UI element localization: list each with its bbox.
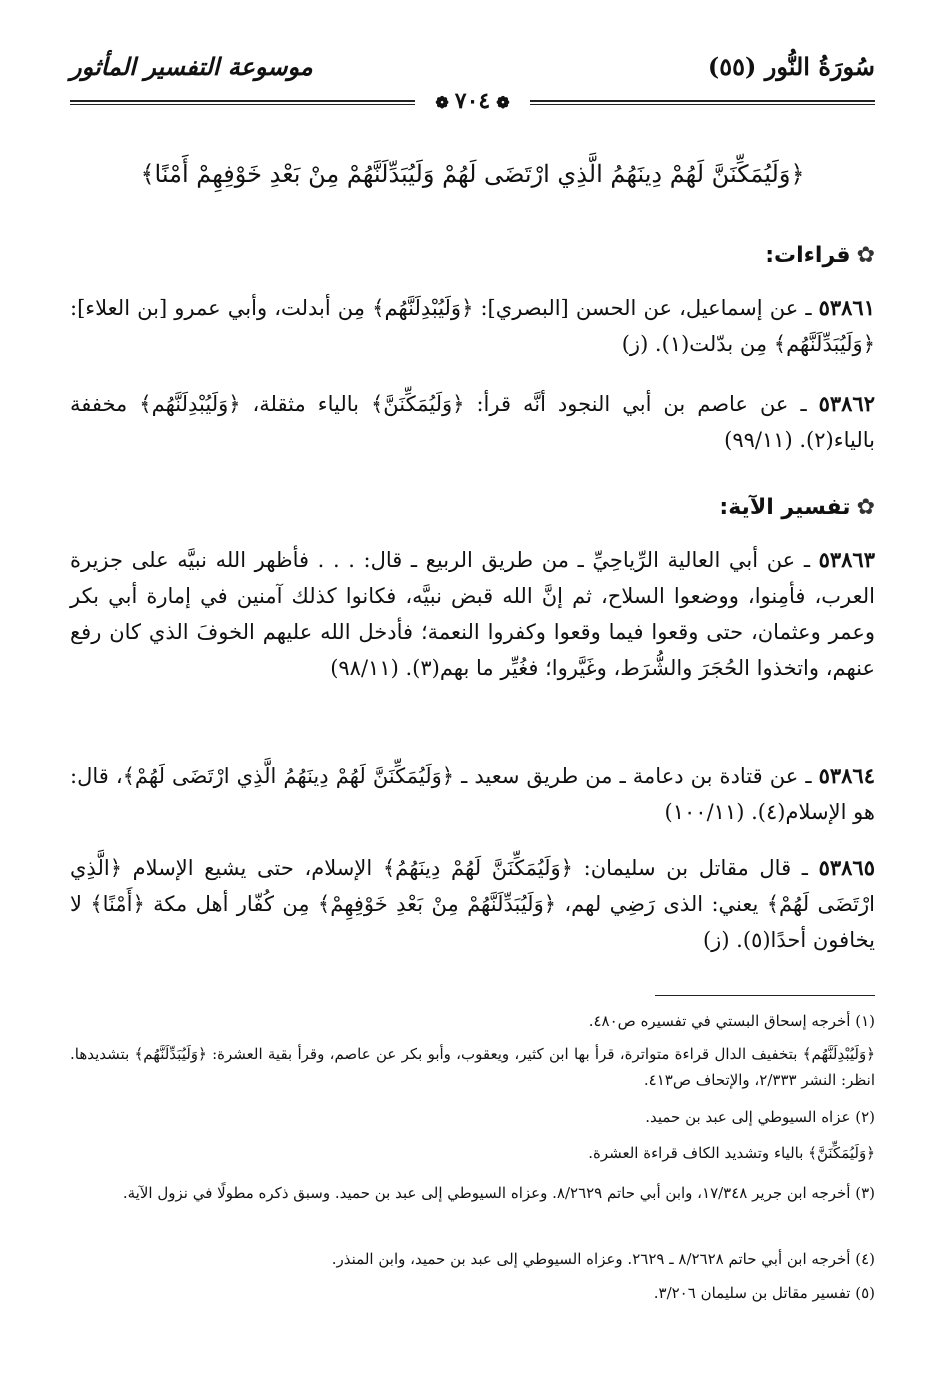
ornament-icon: ❁: [496, 93, 510, 112]
footnote-separator: [655, 995, 875, 996]
footnote-2: (٢) عزاه السيوطي إلى عبد بن حميد.: [645, 1108, 875, 1126]
running-header: [70, 52, 875, 88]
footnote-5: (٥) تفسير مقاتل بن سليمان ٣/٢٠٦.: [653, 1284, 875, 1302]
rule-left: [70, 100, 415, 105]
entry-text: ـ عن إسماعيل، عن الحسن [البصري]: ﴿وَلَيُبْدِلَنَّهُم﴾ مِن أبدلت، وأبي عمرو [بن العلاء]: ﴿وَلَيُبَدِّلَنَّهُم﴾ مِن بدّلت(١). (ز): [70, 296, 875, 356]
entry-text: ـ عن أبي العالية الرِّياحِيِّ ـ من طريق الربيع ـ قال: . . . فأظهر الله نبيَّه على جزيرة العرب، فأمِنوا، ووضعوا السلاح، ثم إنَّ الله قبض نبيَّه، فكانوا كذلك آمنين في إمارة أبي بكر وعمر وعثمان، حتى وقعوا فيما وقعوا وكفروا النعمة؛ فأدخل الله عليهم الخوفَ الذي كان رفع عنهم، واتخذوا الحُجَرَ والشُّرَط، وغَيَّروا؛ فغُيِّر ما بهم(٣). (٩٨/١١): [70, 548, 875, 680]
footnote-4: (٤) أخرجه ابن أبي حاتم ٨/٢٦٢٨ ـ ٢٦٢٩. وعزاه السيوطي إلى عبد بن حميد، وابن المنذر.: [331, 1250, 875, 1268]
page-number: [429, 88, 515, 114]
entry-53862: [70, 386, 875, 458]
entry-text: ـ قال مقاتل بن سليمان: ﴿وَلَيُمَكِّنَنَّ لَهُمْ دِينَهُمُ﴾ الإسلام، حتى يشيع الإسلام ﴿الَّذِي ارْتَضَى لَهُمْ﴾ يعني: الذى رَضِي لهم، ﴿وَلَيُبَدِّلَنَّهُمْ مِنْ بَعْدِ خَوْفِهِمْ﴾ مِن كُفّار أهل مكة ﴿أَمْنًا﴾ لا يخافون أحدًا(٥). (ز): [70, 856, 875, 952]
entry-number: ٥٣٨٦١: [818, 295, 875, 320]
entry-53864: [70, 758, 875, 830]
entry-text: ـ عن عاصم بن أبي النجود أنَّه قرأ: ﴿وَلَيُمَكِّنَنَّ﴾ بالياء مثقلة، ﴿وَلَيُبْدِلَنَّهُم﴾ مخففة بالياء(٢). (٩٩/١١): [70, 392, 875, 452]
page-number-value: ٧٠٤: [454, 88, 491, 114]
footnote-1: (١) أخرجه إسحاق البستي في تفسيره ص٤٨٠.: [588, 1012, 875, 1030]
footnote-2-note: ﴿وَلَيُمَكِّنَنَّ﴾ بالياء وتشديد الكاف قراءة العشرة.: [588, 1144, 875, 1162]
entry-53861: [70, 290, 875, 362]
section-heading-label: تفسير الآية:: [719, 495, 851, 520]
flower-icon: ✿: [856, 495, 875, 520]
rule-right: [530, 100, 875, 105]
entry-53865: [70, 850, 875, 958]
section-heading-qiraat: [765, 243, 875, 268]
section-heading-label: قراءات:: [765, 243, 851, 268]
footnote-3: (٣) أخرجه ابن جرير ١٧/٣٤٨، وابن أبي حاتم ٨/٢٦٢٩. وعزاه السيوطي إلى عبد بن حميد. وسبق ذكره مطولًا في نزول الآية.: [122, 1184, 875, 1202]
footnote-1-note: ﴿وَلَيُبْدِلَنَّهُم﴾ بتخفيف الدال قراءة متواترة، قرأ بها ابن كثير، ويعقوب، وأبو بكر عن عاصم، وقرأ بقية العشرة: ﴿وَلَيُبَدِّلَنَّهُم﴾ بتشديدها. انظر: النشر ٢/٣٣٣، والإتحاف ص٤١٣.: [70, 1045, 875, 1089]
ayah-text: ﴿وَلَيُمَكِّنَنَّ لَهُمْ دِينَهُمُ الَّذِي ارْتَضَى لَهُمْ وَلَيُبَدِّلَنَّهُمْ مِنْ بَعْدِ خَوْفِهِمْ أَمْنًا﴾: [140, 160, 805, 188]
surah-title: سُورَةُ النُّور (٥٥): [707, 52, 875, 81]
entry-text: ـ عن قتادة بن دعامة ـ من طريق سعيد ـ ﴿وَلَيُمَكِّنَنَّ لَهُمْ دِينَهُمُ الَّذِي ارْتَضَى لَهُمْ﴾، قال: هو الإسلام(٤). (١٠٠/١١): [70, 764, 875, 824]
flower-icon: ✿: [856, 243, 875, 268]
book-title: موسوعة التفسير المأثور: [70, 52, 313, 81]
page-number-row: [70, 88, 875, 114]
entry-number: ٥٣٨٦٥: [818, 855, 875, 880]
entry-53863: [70, 542, 875, 686]
entry-number: ٥٣٨٦٣: [818, 547, 875, 572]
section-heading-tafsir: [719, 495, 875, 520]
entry-number: ٥٣٨٦٢: [818, 391, 875, 416]
ornament-icon: ❁: [435, 93, 449, 112]
entry-number: ٥٣٨٦٤: [818, 763, 875, 788]
